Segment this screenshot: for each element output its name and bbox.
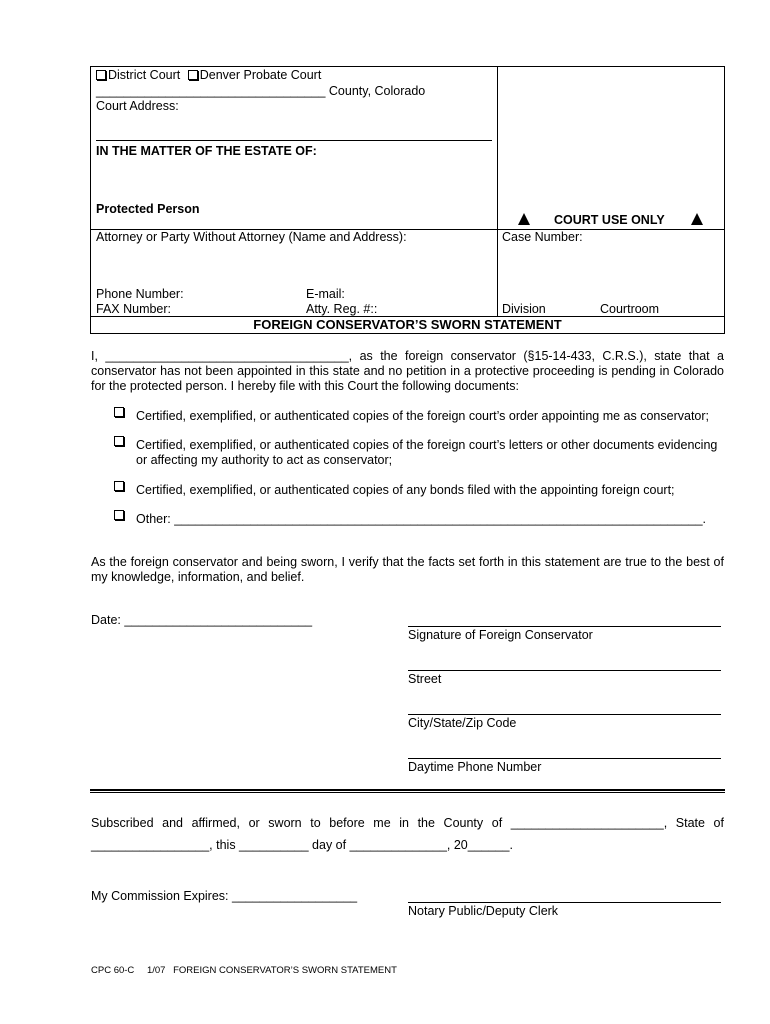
signature-line[interactable] bbox=[408, 626, 721, 627]
notary-divider bbox=[90, 789, 725, 791]
notary-line-1[interactable]: Subscribed and affirmed, or sworn to before me in the County of ______________________, State of bbox=[91, 816, 724, 830]
date-field[interactable]: Date: ___________________________ bbox=[91, 613, 313, 627]
caption-box bbox=[90, 66, 725, 334]
denver-probate-checkbox[interactable] bbox=[188, 70, 198, 80]
street-line[interactable] bbox=[408, 670, 721, 671]
caption-divider bbox=[497, 66, 498, 317]
city-state-zip-label: City/State/Zip Code bbox=[408, 716, 517, 730]
item-2-checkbox[interactable] bbox=[114, 436, 124, 446]
email-label: E-mail: bbox=[306, 287, 345, 301]
arrow-up-icon bbox=[518, 213, 530, 225]
court-use-only-label: COURT USE ONLY bbox=[554, 213, 665, 227]
division-label: Division bbox=[502, 302, 546, 316]
item-3-checkbox[interactable] bbox=[114, 481, 124, 491]
court-type-row bbox=[96, 68, 321, 82]
court-address-line[interactable] bbox=[96, 140, 492, 141]
fax-number-label: FAX Number: bbox=[96, 302, 172, 316]
arrow-up-icon bbox=[691, 213, 703, 225]
denver-probate-label: Denver Probate Court bbox=[199, 68, 322, 82]
phone-number-label: Phone Number: bbox=[96, 287, 184, 301]
district-court-checkbox[interactable] bbox=[96, 70, 106, 80]
item-3-text: Certified, exemplified, or authenticated copies of any bonds filed with the appointing foreign court; bbox=[136, 483, 675, 497]
courtroom-label: Courtroom bbox=[600, 302, 660, 316]
verification-paragraph: As the foreign conservator and being sworn, I verify that the facts set forth in this statement are true to the best of my knowledge, information, and belief. bbox=[91, 555, 724, 584]
item-2-text: Certified, exemplified, or authenticated copies of the foreign court’s letters or other documents evidencing or affecting my authority to act as conservator; bbox=[136, 438, 718, 467]
footer-title: FOREIGN CONSERVATOR’S SWORN STATEMENT bbox=[173, 965, 397, 976]
city-line[interactable] bbox=[408, 714, 721, 715]
street-label: Street bbox=[408, 672, 442, 686]
protected-person-label: Protected Person bbox=[96, 202, 200, 216]
district-court-label: District Court bbox=[108, 68, 181, 82]
commission-expires-field[interactable]: My Commission Expires: __________________ bbox=[91, 889, 358, 903]
attorney-label: Attorney or Party Without Attorney (Name and Address): bbox=[96, 230, 407, 244]
county-blank[interactable]: _________________________________ bbox=[96, 84, 326, 98]
atty-reg-label: Atty. Reg. #:: bbox=[306, 302, 378, 316]
daytime-phone-line[interactable] bbox=[408, 758, 721, 759]
footer-form-id: CPC 60-C bbox=[91, 965, 135, 976]
county-line bbox=[96, 84, 425, 98]
form-title: FOREIGN CONSERVATOR’S SWORN STATEMENT bbox=[253, 317, 562, 332]
footer-date: 1/07 bbox=[146, 965, 166, 976]
item-1-text: Certified, exemplified, or authenticated copies of the foreign court’s order appointing me as conservator; bbox=[136, 409, 710, 423]
notary-line-2[interactable]: _________________, this __________ day of ______________, 20______. bbox=[91, 838, 513, 852]
item-4-checkbox[interactable] bbox=[114, 510, 124, 520]
court-address-label: Court Address: bbox=[96, 99, 179, 113]
footer bbox=[91, 965, 397, 976]
county-label: County, Colorado bbox=[328, 84, 426, 98]
notary-signature-line[interactable] bbox=[408, 902, 721, 903]
matter-label: IN THE MATTER OF THE ESTATE OF: bbox=[96, 144, 317, 158]
notary-divider-thin bbox=[90, 792, 725, 793]
daytime-phone-label: Daytime Phone Number bbox=[408, 760, 542, 774]
item-1-checkbox[interactable] bbox=[114, 407, 124, 417]
case-number-label: Case Number: bbox=[502, 230, 583, 244]
notary-label: Notary Public/Deputy Clerk bbox=[408, 904, 559, 918]
item-4-text[interactable]: Other: ____________________________________________________________________________. bbox=[136, 512, 707, 526]
signature-label: Signature of Foreign Conservator bbox=[408, 628, 593, 642]
intro-paragraph: I, ___________________________________, as the foreign conservator (§15-14-433, C.R.S.), state that a conservator has not been appointed in this state and no petition in a protective proceeding is pending in Colorado for the protected person. I hereby file with this Court the following documents: bbox=[91, 349, 724, 393]
